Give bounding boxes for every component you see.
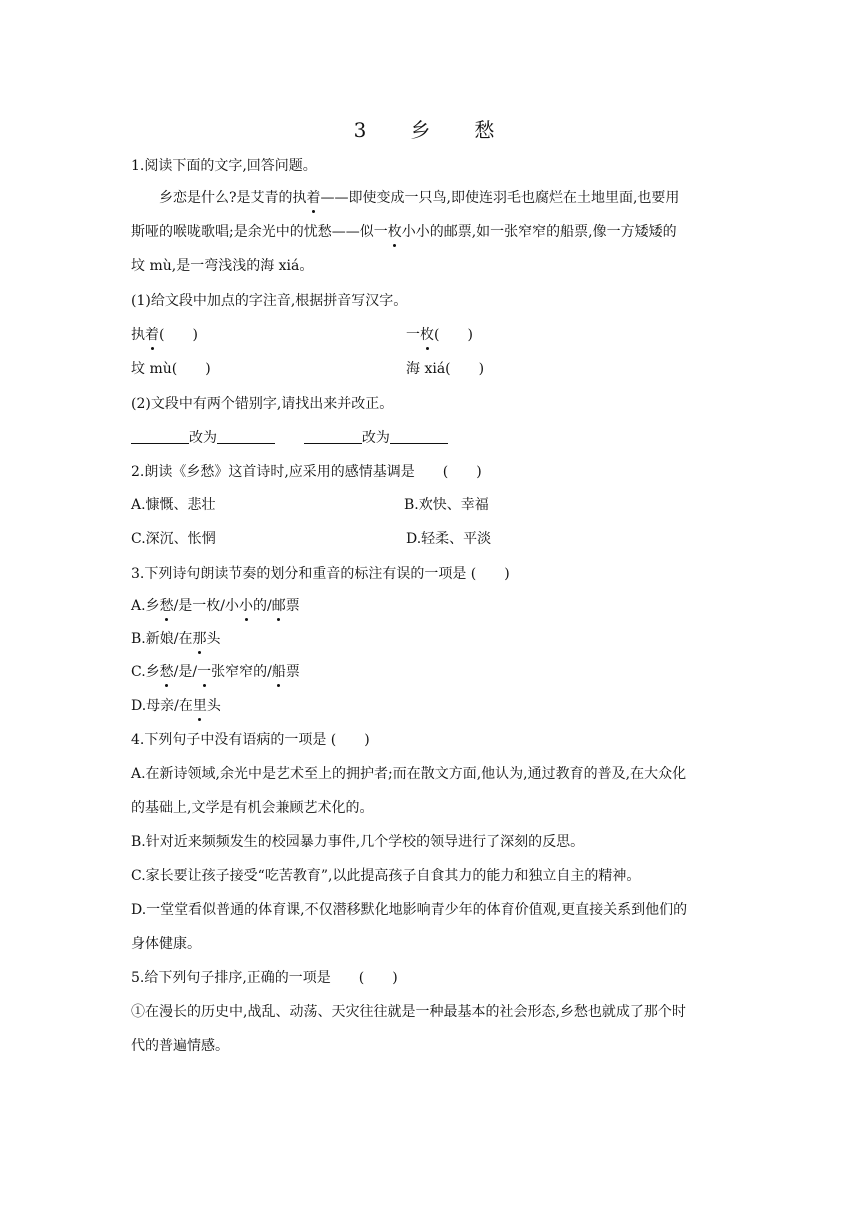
stress-char: 那 [192,631,207,647]
dotted-char: 枚 [420,327,434,343]
page-title: 3 乡 愁 [353,118,507,142]
stress-char: 一 [197,664,212,680]
q5-sentence-1-line-2: 代的普遍情感。 [131,1038,229,1054]
answer-blank[interactable] [217,429,275,444]
stress-char: 船 [271,664,286,680]
q3-option-a: A.乡愁/是一枚/小小的/邮票 [131,598,300,614]
answer-blank[interactable] [390,429,448,444]
fix-label: 改为 [361,430,390,446]
option-d: D.轻柔、平淡 [406,531,492,547]
q2-options-row-1 [131,495,731,515]
option-a: A.慷慨、悲壮 [131,497,216,513]
option-c: C.深沉、怅惘 [131,531,216,547]
q1-passage-line-1 [159,188,759,208]
q2-options-row-2 [131,529,731,549]
q1-item-row-2 [131,359,731,379]
q1-fix-row [131,428,731,448]
answer-item: 坟 mù( ) [131,361,211,377]
q5-stem: 5.给下列句子排序,正确的一项是 ( ) [131,970,398,986]
answer-item: 一枚( ) [406,327,473,343]
q4-option-c: C.家长要让孩子接受“吃苦教育”,以此提高孩子自食其力的能力和独立自主的精神。 [131,868,641,884]
fix-label: 改为 [189,430,217,446]
stress-char: 愁 [159,598,174,614]
q4-stem: 4.下列句子中没有语病的一项是 ( ) [131,732,370,748]
q2-stem: 2.朗读《乡愁》这首诗时,应采用的感情基调是 ( ) [131,464,482,480]
q1-sub2: (2)文段中有两个错别字,请找出来并改正。 [131,396,394,412]
q1-sub1: (1)给文段中加点的字注音,根据拼音写汉字。 [131,293,408,309]
stress-char: 里 [192,698,207,714]
stress-char: 愁 [159,664,174,680]
q1-passage-line-2 [131,222,731,242]
dotted-char: 枚 [387,224,402,240]
answer-blank[interactable] [131,429,189,444]
stress-char: 邮 [271,598,286,614]
q3-option-b: B.新娘/在那头 [131,631,221,647]
passage-text: ——即使变成一只鸟,即使连羽毛也腐烂在土地里面,也要用 [320,190,680,206]
option-b: B.欢快、幸福 [404,497,489,513]
answer-blank[interactable] [304,429,362,444]
q4-option-b: B.针对近来频频发生的校园暴力事件,几个学校的领导进行了深刻的反思。 [131,834,585,850]
q4-option-d-line-2: 身体健康。 [131,936,201,952]
q3-option-d: D.母亲/在里头 [131,698,221,714]
dotted-char: 着 [306,190,321,206]
q5-sentence-1-line-1: ①在漫长的历史中,战乱、动荡、天灾往往就是一种最基本的社会形态,乡愁也就成了那个时 [131,1004,686,1020]
passage-text: 小小的邮票,如一张窄窄的船票,像一方矮矮的 [401,224,677,240]
passage-text: 乡恋是什么?是艾青的执 [159,190,307,206]
q4-option-d-line-1: D.一堂堂看似普通的体育课,不仅潜移默化地影响青少年的体育价值观,更直接关系到他们的 [131,902,688,918]
q3-stem: 3.下列诗句朗读节奏的划分和重音的标注有误的一项是 ( ) [131,566,510,582]
stress-char: 小 [239,598,253,614]
q1-passage-line-3: 坟 mù,是一弯浅浅的海 xiá。 [131,258,314,274]
q4-option-a-line-1: A.在新诗领域,余光中是艺术至上的拥护者;而在散文方面,他认为,通过教育的普及,在大众化 [131,766,687,782]
answer-item: 执着( ) [131,327,198,343]
passage-text: 斯哑的喉咙歌唱;是余光中的忧愁——似一 [131,224,388,240]
q4-option-a-line-2: 的基础上,文学是有机会兼顾艺术化的。 [131,800,374,816]
q3-option-c: C.乡愁/是/一张窄窄的/船票 [131,664,300,680]
dotted-char: 着 [145,327,159,343]
q1-stem: 1.阅读下面的文字,回答问题。 [131,158,317,174]
answer-item: 海 xiá( ) [406,361,485,377]
q1-item-row-1 [131,325,731,345]
